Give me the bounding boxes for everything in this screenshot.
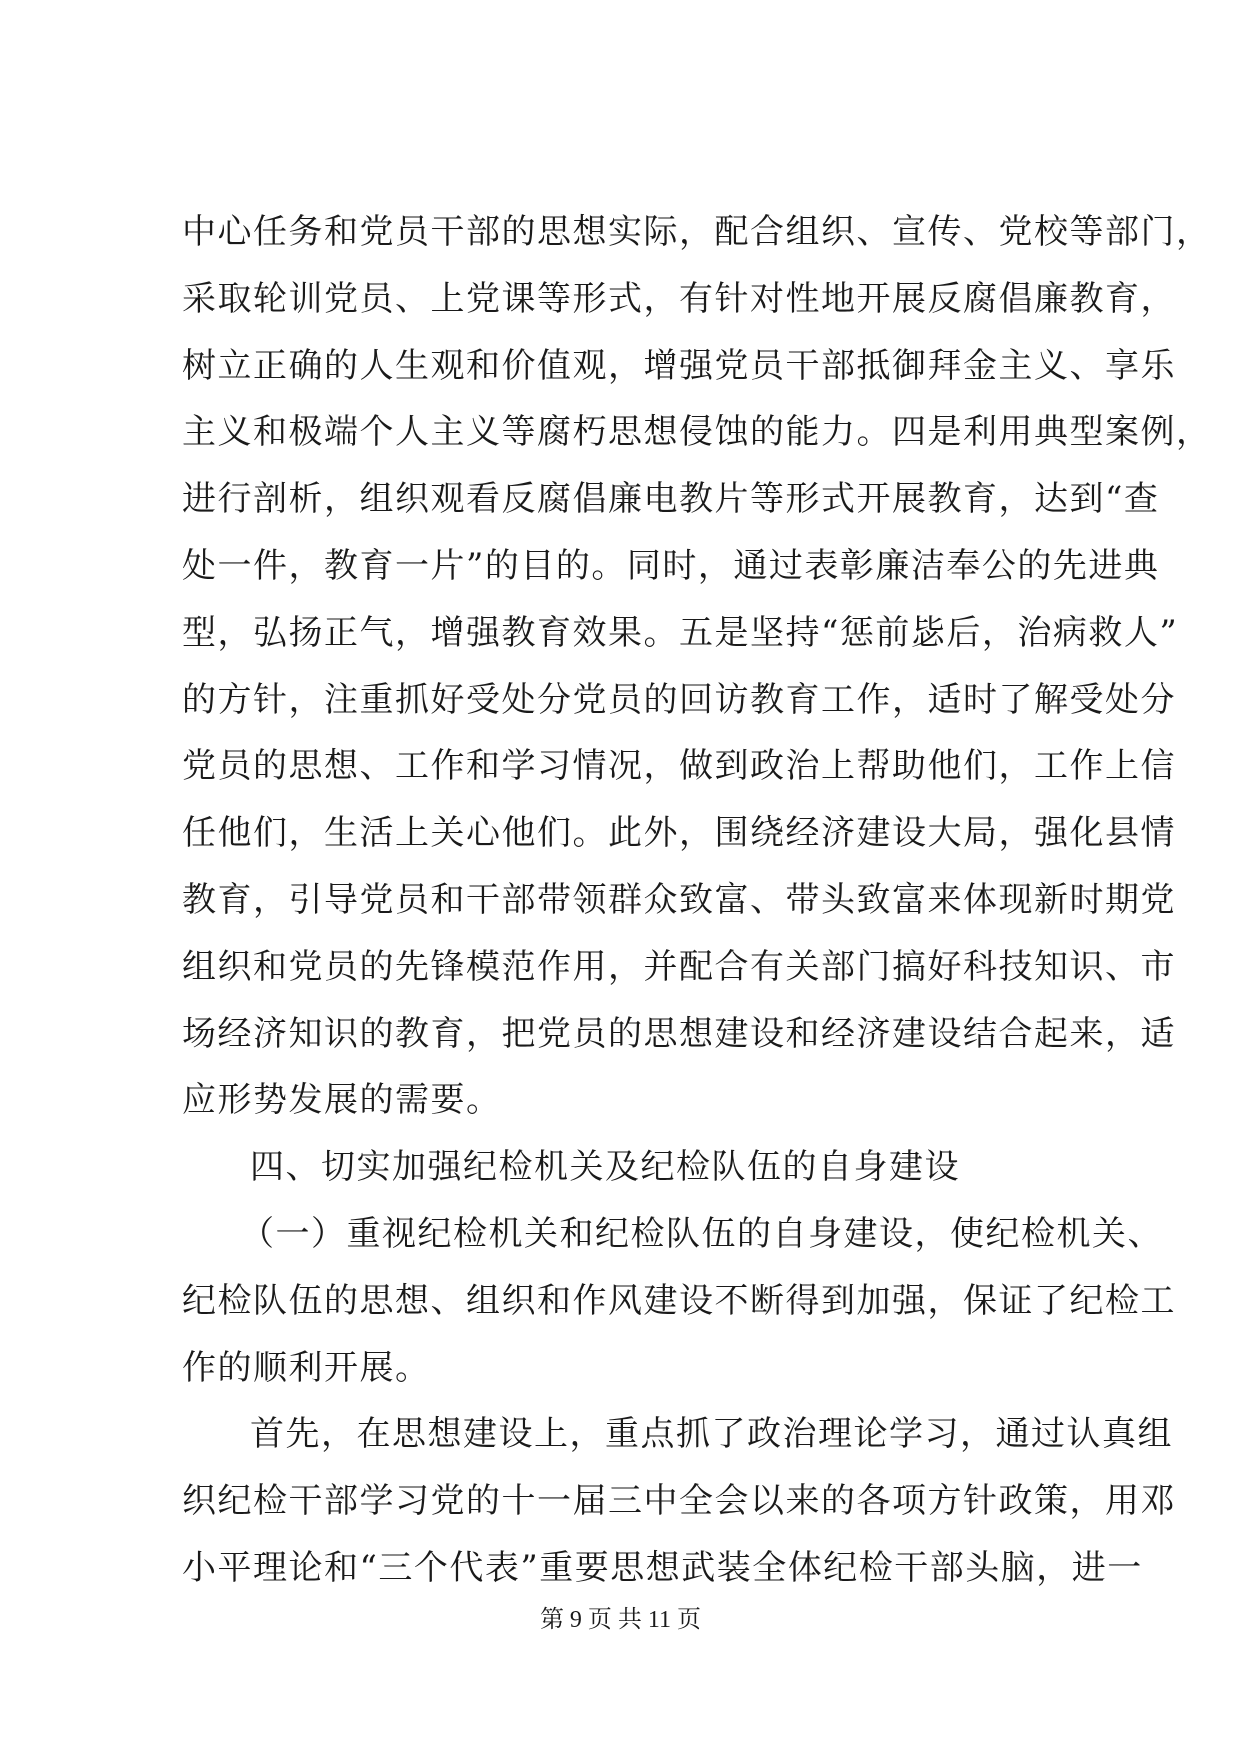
text-line: 纪检队伍的思想、组织和作风建设不断得到加强，保证了纪检工 — [182, 1281, 1176, 1321]
text-line: 中心任务和党员干部的思想实际，配合组织、宣传、党校等部门， — [182, 212, 1212, 252]
text-line: 树立正确的人生观和价值观，增强党员干部抵御拜金主义、享乐 — [182, 346, 1176, 386]
text-line: 采取轮训党员、上党课等形式，有针对性地开展反腐倡廉教育， — [182, 279, 1176, 319]
text-line: 主义和极端个人主义等腐朽思想侵蚀的能力。四是利用典型案例， — [182, 412, 1212, 452]
text-line: 织纪检干部学习党的十一届三中全会以来的各项方针政策，用邓 — [182, 1481, 1176, 1521]
text-line: 任他们，生活上关心他们。此外，围绕经济建设大局，强化县情 — [182, 813, 1176, 853]
text-line: 组织和党员的先锋模范作用，并配合有关部门搞好科技知识、市 — [182, 947, 1176, 987]
text-line: 作的顺利开展。 — [182, 1348, 431, 1388]
paragraph-start: 首先，在思想建设上，重点抓了政治理论学习，通过认真组 — [250, 1414, 1173, 1454]
text-line: 的方针，注重抓好受处分党员的回访教育工作，适时了解受处分 — [182, 680, 1176, 720]
text-line: 党员的思想、工作和学习情况，做到政治上帮助他们，工作上信 — [182, 746, 1176, 786]
text-line: 型，弘扬正气，增强教育效果。五是坚持“惩前毖后，治病救人” — [182, 613, 1179, 653]
text-line: 教育，引导党员和干部带领群众致富、带头致富来体现新时期党 — [182, 880, 1176, 920]
page-number-footer: 第 9 页 共 11 页 — [539, 1607, 702, 1633]
text-line: 场经济知识的教育，把党员的思想建设和经济建设结合起来，适 — [182, 1014, 1176, 1054]
section-heading: 四、切实加强纪检机关及纪检队伍的自身建设 — [250, 1147, 960, 1187]
text-line: 小平理论和“三个代表”重要思想武装全体纪检干部头脑，进一 — [182, 1548, 1143, 1588]
subsection-heading: （一）重视纪检机关和纪检队伍的自身建设，使纪检机关、 — [240, 1214, 1163, 1254]
text-line: 应形势发展的需要。 — [182, 1080, 502, 1120]
text-line: 进行剖析，组织观看反腐倡廉电教片等形式开展教育，达到“查 — [182, 479, 1160, 519]
text-line: 处一件，教育一片”的目的。同时，通过表彰廉洁奉公的先进典 — [182, 546, 1160, 586]
